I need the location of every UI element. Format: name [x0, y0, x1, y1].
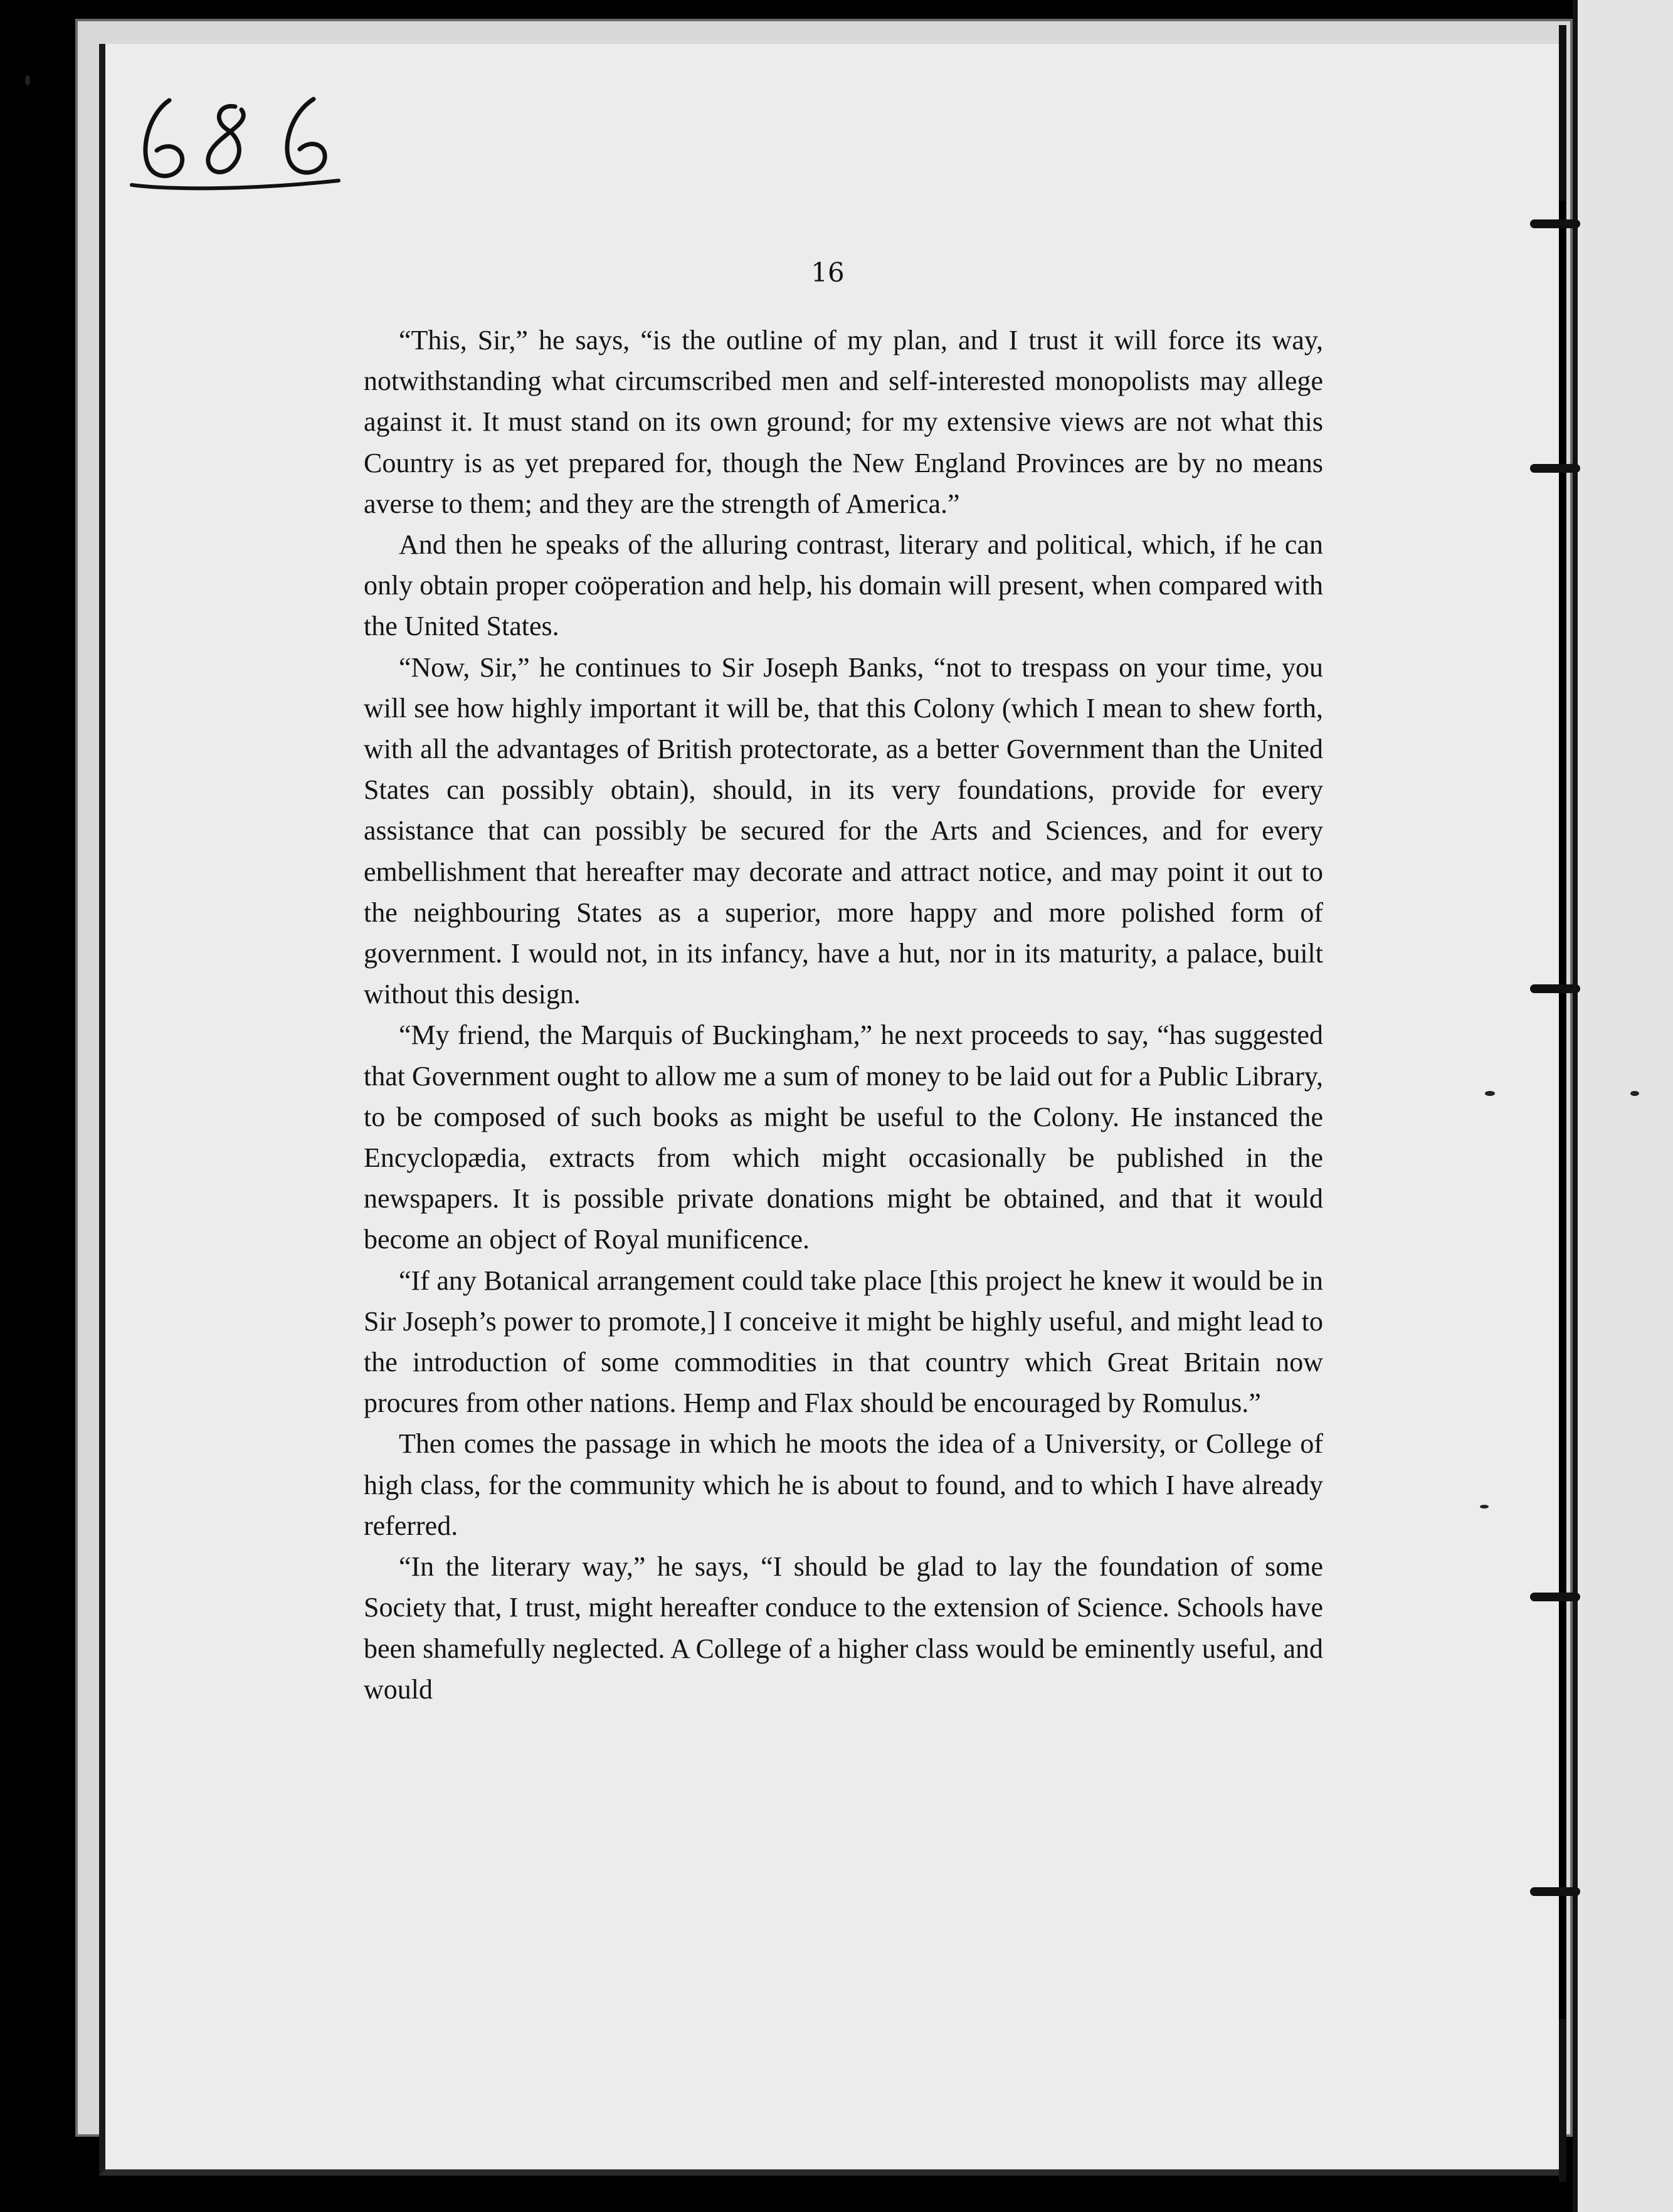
stitch-mark — [1530, 464, 1580, 473]
handwritten-folio-number — [125, 75, 351, 201]
paragraph: Then comes the passage in which he moots the idea of a University, or College of high class, for the community which he is about to found, and to which I have already referred. — [364, 1428, 1323, 1541]
binding-thread — [1559, 201, 1565, 2019]
paragraph: “My friend, the Marquis of Buckingham,” he next proceeds to say, “has suggested that Government ought to allow me a sum of money to be laid out for a Public Library, to be composed of such books as might be useful to the Colony. He instanced the Encyclopædia, extracts from which might occasionally be published in the newspapers. It is possible private donations might be obtained, and that it would become an object of Royal munificence. — [364, 1019, 1323, 1255]
paragraph: “Now, Sir,” he continues to Sir Joseph Banks, “not to trespass on your time, you will see how highly important it will be, that this Colony (which I mean to shew forth, with all the advantages of British protectorate, as a better Government than the United States can possibly obtain), should, in its very foundations, provide for every assistance that can possibly be secured for the Arts and Sciences, and for every embellishment that hereafter may decorate and attract notice, and may point it out to the neighbouring States as a superior, more happy and more polished form of government. I would not, in its infancy, have a hut, nor in its maturity, a palace, built without this design. — [364, 651, 1323, 1010]
stitch-mark — [1530, 984, 1580, 993]
scan-speck — [25, 75, 30, 85]
scan-speck — [1485, 1091, 1495, 1096]
handwritten-686-drawing — [125, 75, 351, 201]
stitch-mark — [1530, 1593, 1580, 1601]
stitch-mark — [1530, 219, 1580, 228]
page-number: 16 — [811, 257, 845, 288]
paragraph: “If any Botanical arrangement could take place [this project he knew it would be in Sir Joseph’s power to promote,] I conceive it might be highly useful, and might lead to the introduction of some commodities in that country which Great Britain now procures from other nations. Hemp and Flax should be encouraged by Romulus.” — [364, 1265, 1323, 1419]
body-text — [364, 320, 1323, 1710]
scan-speck — [1480, 1505, 1489, 1509]
adjacent-page-strip — [1573, 0, 1673, 2212]
paragraph: And then he speaks of the alluring contrast, literary and political, which, if he can only obtain proper coöperation and help, his domain will present, when compared with the United States. — [364, 529, 1323, 642]
paragraph: “In the literary way,” he says, “I should be glad to lay the foundation of some Society that, I trust, might hereafter conduce to the extension of Science. Schools have been shamefully neglected. A College of a higher class would be eminently useful, and would — [364, 1551, 1323, 1705]
scan-speck — [1630, 1091, 1639, 1096]
paragraph: “This, Sir,” he says, “is the outline of my plan, and I trust it will force its way, notwithstanding what circumscribed men and self-interested monopolists may allege against it. It must stand on its own ground; for my extensive views are not what this Country is as yet prepared for, though the New England Provinces are by no means averse to them; and they are the strength of America.” — [364, 325, 1323, 519]
stitch-mark — [1530, 1887, 1580, 1896]
